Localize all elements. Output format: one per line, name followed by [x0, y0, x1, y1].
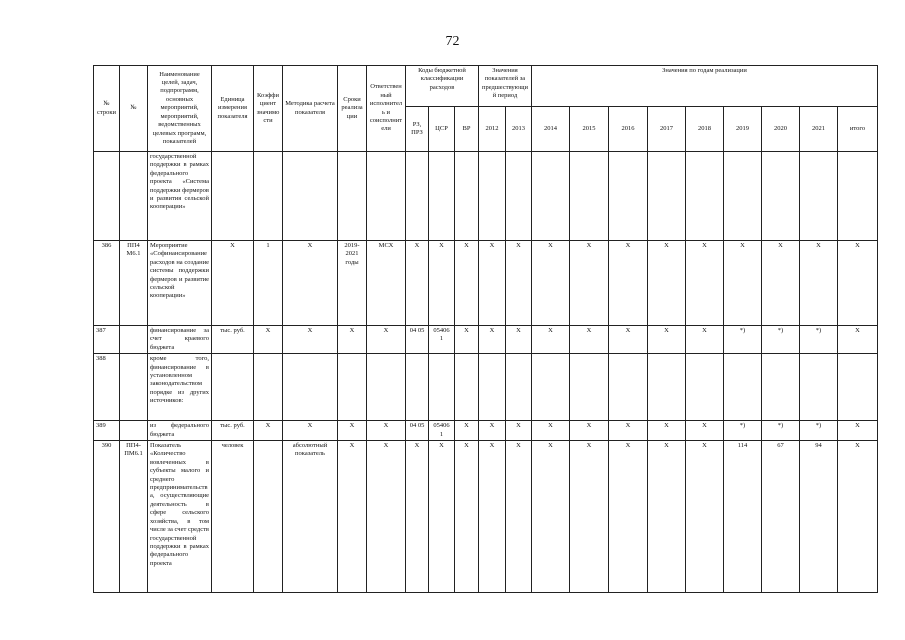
cell-csr: X — [429, 441, 455, 593]
cell-vr — [455, 354, 479, 421]
cell-vr: X — [455, 241, 479, 326]
cell-value: X — [648, 241, 686, 326]
header-year: 2020 — [762, 107, 800, 152]
cell-value: X — [609, 326, 648, 354]
cell-value: *) — [800, 326, 838, 354]
cell-no: ПП4-ПМ6.1 — [120, 441, 148, 593]
header-executor: Ответственный исполнитель и соисполнители — [367, 66, 406, 152]
cell-no — [120, 326, 148, 354]
header-rz: РЗ, ПРЗ — [406, 107, 429, 152]
header-vr: ВР — [455, 107, 479, 152]
cell-value — [800, 152, 838, 241]
cell-value — [532, 354, 570, 421]
cell-value — [800, 354, 838, 421]
cell-unit — [212, 354, 254, 421]
cell-value: X — [532, 241, 570, 326]
cell-value — [724, 354, 762, 421]
cell-executor: МСХ — [367, 241, 406, 326]
cell-value: 114 — [724, 441, 762, 593]
cell-value: X — [570, 421, 609, 441]
header-row-1 — [94, 66, 878, 107]
page-number: 72 — [445, 34, 460, 49]
cell-row-no: 389 — [94, 421, 120, 441]
cell-value — [609, 354, 648, 421]
cell-name: финансирование за счет краевого бюджета — [148, 326, 212, 354]
table-row — [94, 241, 878, 326]
cell-value: X — [724, 241, 762, 326]
cell-coef: X — [254, 421, 283, 441]
cell-method: X — [283, 326, 338, 354]
table-row — [94, 152, 878, 241]
cell-method: X — [283, 421, 338, 441]
cell-value: 67 — [762, 441, 800, 593]
cell-row-no: 386 — [94, 241, 120, 326]
cell-executor: X — [367, 421, 406, 441]
cell-value: X — [506, 441, 532, 593]
cell-method: X — [283, 241, 338, 326]
cell-value: *) — [762, 326, 800, 354]
cell-csr: 05406 1 — [429, 326, 455, 354]
cell-terms — [338, 354, 367, 421]
cell-terms: X — [338, 326, 367, 354]
cell-value: X — [506, 241, 532, 326]
cell-unit: тыс. руб. — [212, 326, 254, 354]
cell-method: абсолютный показатель — [283, 441, 338, 593]
cell-rz: 04 05 — [406, 421, 429, 441]
header-year: 2013 — [506, 107, 532, 152]
cell-value: X — [532, 326, 570, 354]
cell-value — [762, 354, 800, 421]
cell-value: X — [838, 441, 878, 593]
header-no: № — [120, 66, 148, 152]
cell-executor — [367, 354, 406, 421]
cell-value — [570, 354, 609, 421]
cell-coef: 1 — [254, 241, 283, 326]
cell-value: X — [648, 326, 686, 354]
cell-row-no: 387 — [94, 326, 120, 354]
cell-terms: X — [338, 421, 367, 441]
table-row — [94, 354, 878, 421]
header-method: Методика расчета показателя — [283, 66, 338, 152]
cell-rz: X — [406, 441, 429, 593]
cell-value: X — [570, 441, 609, 593]
cell-terms: X — [338, 441, 367, 593]
cell-value: X — [800, 241, 838, 326]
cell-value — [686, 354, 724, 421]
cell-value: X — [479, 326, 506, 354]
cell-coef — [254, 152, 283, 241]
cell-value: X — [838, 241, 878, 326]
cell-value: X — [838, 421, 878, 441]
cell-csr — [429, 152, 455, 241]
cell-value — [532, 152, 570, 241]
cell-executor: X — [367, 441, 406, 593]
cell-name: из федерального бюджета — [148, 421, 212, 441]
header-year: 2015 — [570, 107, 609, 152]
header-prev-values: Значения показателей за предшествующий период — [479, 66, 532, 107]
cell-value — [648, 354, 686, 421]
cell-name: государственной поддержки в рамках федерального проекта «Система поддержки фермеров и развития сельской кооперации» — [148, 152, 212, 241]
cell-coef — [254, 354, 283, 421]
table-row — [94, 421, 878, 441]
cell-value — [838, 354, 878, 421]
header-unit: Единица измерения показателя — [212, 66, 254, 152]
cell-value — [506, 354, 532, 421]
cell-value — [609, 152, 648, 241]
cell-rz — [406, 354, 429, 421]
header-year: 2014 — [532, 107, 570, 152]
cell-value: X — [686, 241, 724, 326]
cell-value: X — [609, 421, 648, 441]
cell-value: X — [838, 326, 878, 354]
cell-unit: X — [212, 241, 254, 326]
cell-value: *) — [762, 421, 800, 441]
cell-value: X — [762, 241, 800, 326]
cell-value: *) — [800, 421, 838, 441]
cell-csr: X — [429, 241, 455, 326]
cell-name: Мероприятие «Софинансирование расходов на создание системы поддержки фермеров и развитие сельской кооперации» — [148, 241, 212, 326]
cell-unit: тыс. руб. — [212, 421, 254, 441]
cell-value — [762, 152, 800, 241]
header-years-values: Значения по годам реализации — [532, 66, 878, 107]
cell-csr: 05406 1 — [429, 421, 455, 441]
cell-vr: X — [455, 326, 479, 354]
header-year: 2017 — [648, 107, 686, 152]
cell-value: X — [479, 441, 506, 593]
cell-value: X — [686, 326, 724, 354]
cell-no — [120, 152, 148, 241]
cell-value: X — [532, 421, 570, 441]
header-name: Наименование целей, задач, подпрограмм, основных мероприятий, мероприятий, ведомственных целевых программ, показателей — [148, 66, 212, 152]
cell-row-no — [94, 152, 120, 241]
cell-no: ПП4 М6.1 — [120, 241, 148, 326]
table-row — [94, 441, 878, 593]
header-year: 2021 — [800, 107, 838, 152]
cell-value: X — [609, 441, 648, 593]
cell-name: Показатель «Количество вовлеченных в субъекты малого и среднего предпринимательства, осуществляющие деятельность в сфере сельского хозяйства, в том числе за счет средств государственной поддержки в рамках федерального проекта — [148, 441, 212, 593]
cell-rz — [406, 152, 429, 241]
header-coef: Коэффициент значимости — [254, 66, 283, 152]
cell-vr: X — [455, 441, 479, 593]
cell-no — [120, 354, 148, 421]
cell-rz: X — [406, 241, 429, 326]
cell-value: X — [648, 441, 686, 593]
cell-value — [686, 152, 724, 241]
cell-method — [283, 152, 338, 241]
cell-unit — [212, 152, 254, 241]
cell-value: X — [648, 421, 686, 441]
cell-value: X — [506, 421, 532, 441]
cell-row-no: 390 — [94, 441, 120, 593]
header-budget-codes: Коды бюджетной классификации расходов — [406, 66, 479, 107]
header-csr: ЦСР — [429, 107, 455, 152]
cell-value: X — [479, 241, 506, 326]
header-year: 2016 — [609, 107, 648, 152]
cell-value: X — [479, 421, 506, 441]
table-row — [94, 326, 878, 354]
cell-value: X — [506, 326, 532, 354]
cell-value: *) — [724, 326, 762, 354]
header-terms: Сроки реализации — [338, 66, 367, 152]
cell-value — [724, 152, 762, 241]
cell-value: 94 — [800, 441, 838, 593]
cell-value: *) — [724, 421, 762, 441]
cell-rz: 04 05 — [406, 326, 429, 354]
cell-terms — [338, 152, 367, 241]
header-total: итого — [838, 107, 878, 152]
cell-value: X — [686, 441, 724, 593]
cell-unit: человек — [212, 441, 254, 593]
cell-value — [570, 152, 609, 241]
cell-value: X — [609, 241, 648, 326]
cell-coef: X — [254, 326, 283, 354]
cell-value: X — [686, 421, 724, 441]
header-year: 2018 — [686, 107, 724, 152]
cell-executor: X — [367, 326, 406, 354]
indicators-table — [93, 65, 878, 593]
cell-value — [838, 152, 878, 241]
cell-terms: 2019-2021 годы — [338, 241, 367, 326]
cell-vr: X — [455, 421, 479, 441]
cell-coef — [254, 441, 283, 593]
cell-value — [506, 152, 532, 241]
header-row-no: № строки — [94, 66, 120, 152]
cell-row-no: 388 — [94, 354, 120, 421]
cell-method — [283, 354, 338, 421]
cell-value: X — [570, 241, 609, 326]
header-year: 2019 — [724, 107, 762, 152]
cell-value: X — [570, 326, 609, 354]
cell-csr — [429, 354, 455, 421]
cell-name: кроме того, финансирование в установленном законодательством порядке из других источников: — [148, 354, 212, 421]
cell-executor — [367, 152, 406, 241]
header-year: 2012 — [479, 107, 506, 152]
cell-value — [479, 152, 506, 241]
cell-value: X — [532, 441, 570, 593]
cell-no — [120, 421, 148, 441]
cell-value — [648, 152, 686, 241]
cell-value — [479, 354, 506, 421]
cell-vr — [455, 152, 479, 241]
